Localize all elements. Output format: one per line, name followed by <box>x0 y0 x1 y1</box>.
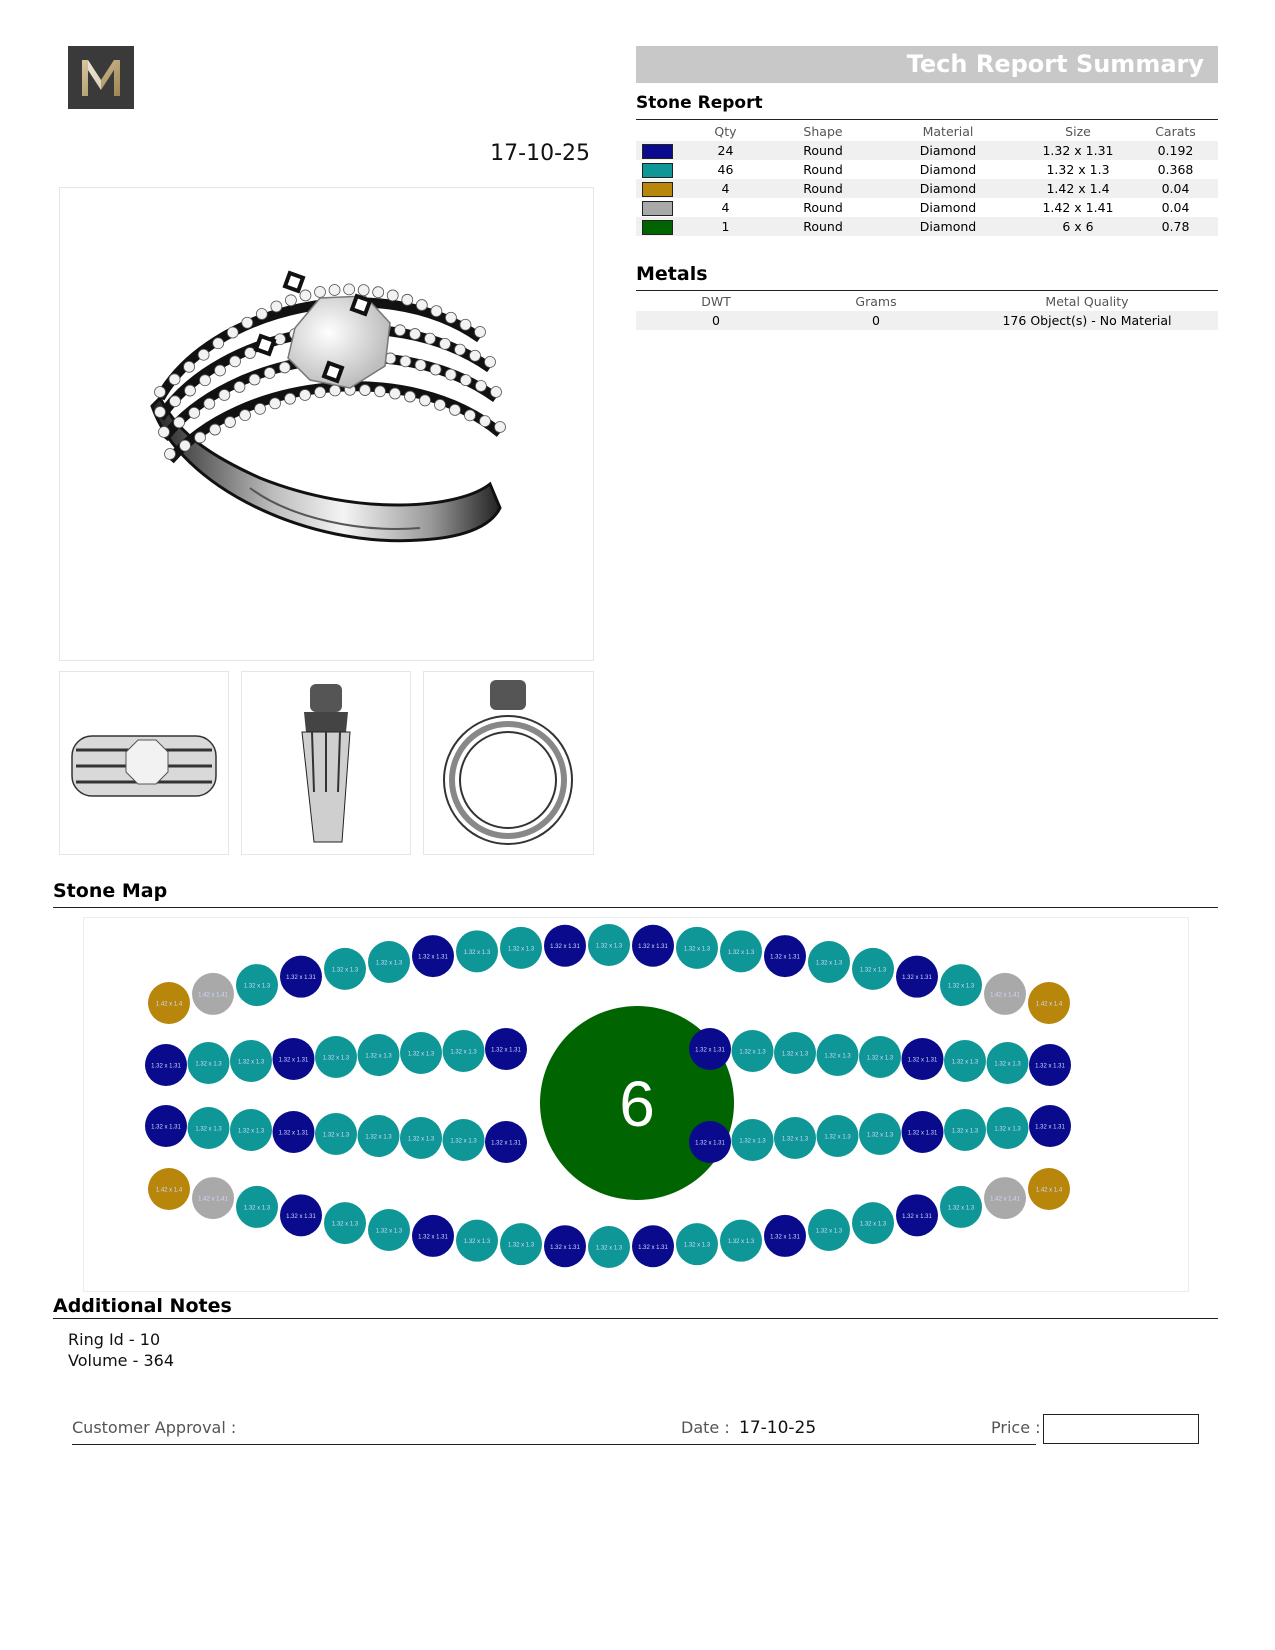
stone-report-title: Stone Report <box>636 93 763 113</box>
side-stone-label: 1.32 x 1.3 <box>237 1128 265 1135</box>
side-stone-label: 1.32 x 1.3 <box>727 949 755 956</box>
table-row <box>636 160 1218 179</box>
carats-cell: 0.78 <box>1133 217 1218 236</box>
signature-line <box>72 1444 1036 1445</box>
shape-cell: Round <box>803 200 843 215</box>
size-cell: 6 x 6 <box>1023 217 1133 236</box>
column-header-material: Material <box>922 124 974 139</box>
column-header-size: Size <box>1065 124 1091 139</box>
table-row <box>636 198 1218 217</box>
side-stone-label: 1.32 x 1.31 <box>638 1244 668 1251</box>
side-stone-label: 1.32 x 1.31 <box>286 975 316 982</box>
report-header-bar <box>636 46 1218 83</box>
side-stone-label: 1.32 x 1.31 <box>151 1063 181 1070</box>
side-stone-label: 1.32 x 1.3 <box>781 1136 809 1143</box>
side-stone-label: 1.32 x 1.31 <box>1035 1124 1065 1131</box>
divider <box>636 119 1218 120</box>
stone-report-table <box>636 122 1218 236</box>
side-stone-label: 1.32 x 1.31 <box>418 1234 448 1241</box>
side-stone-label: 1.32 x 1.3 <box>365 1053 392 1060</box>
side-stone-label: 1.32 x 1.3 <box>243 983 271 990</box>
additional-notes-title: Additional Notes <box>53 1295 232 1317</box>
carats-cell: 0.192 <box>1133 141 1218 160</box>
side-stone-label: 1.32 x 1.3 <box>781 1051 809 1058</box>
side-stone-label: 1.32 x 1.31 <box>550 944 580 951</box>
qty-cell: 1 <box>678 217 773 236</box>
divider <box>53 907 1218 908</box>
side-stone-label: 1.32 x 1.31 <box>286 1213 316 1220</box>
center-stone-label: 6 <box>619 1068 655 1140</box>
side-stone-label: 1.32 x 1.31 <box>278 1057 309 1064</box>
side-stone-label: 1.32 x 1.3 <box>375 960 403 967</box>
side-stone-label: 1.32 x 1.31 <box>695 1047 725 1054</box>
side-stone-label: 1.32 x 1.31 <box>491 1047 521 1054</box>
side-stone-label: 1.32 x 1.31 <box>278 1130 309 1137</box>
side-stone-label: 1.32 x 1.31 <box>550 1244 580 1251</box>
carats-cell: 0.04 <box>1161 200 1190 215</box>
side-stone-label: 1.42 x 1.41 <box>990 992 1020 999</box>
logo-mark-icon <box>68 46 134 109</box>
side-stone-label: 1.32 x 1.3 <box>375 1228 403 1235</box>
size-cell: 1.32 x 1.3 <box>1046 162 1110 177</box>
table-header-row <box>636 292 1218 311</box>
side-stone-label: 1.32 x 1.3 <box>859 1221 887 1228</box>
side-stone-label: 1.32 x 1.3 <box>866 1132 894 1139</box>
side-stone-label: 1.32 x 1.3 <box>815 1228 843 1235</box>
qty-cell: 46 <box>717 162 734 177</box>
side-stone-label: 1.32 x 1.3 <box>507 1242 535 1249</box>
divider <box>636 290 1218 291</box>
color-swatch <box>642 144 673 159</box>
side-stone-label: 1.32 x 1.31 <box>491 1140 521 1147</box>
side-stone-label: 1.32 x 1.31 <box>907 1130 938 1137</box>
side-stone-label: 1.32 x 1.3 <box>463 949 491 956</box>
side-stone-label: 1.42 x 1.4 <box>155 1187 183 1194</box>
side-stone-label: 1.32 x 1.3 <box>243 1205 271 1212</box>
side-stone-label: 1.32 x 1.31 <box>770 1234 800 1241</box>
carats-cell: 0.368 <box>1157 162 1194 177</box>
side-stone-label: 1.32 x 1.3 <box>365 1134 392 1141</box>
shape-cell: Round <box>773 141 873 160</box>
side-stone-label: 1.32 x 1.3 <box>195 1126 222 1133</box>
divider <box>53 1318 1218 1319</box>
side-stone-label: 1.32 x 1.3 <box>331 1221 359 1228</box>
table-row <box>636 141 1218 160</box>
side-stone-label: 1.42 x 1.41 <box>990 1196 1020 1203</box>
table-row <box>636 179 1218 198</box>
column-header-grams: Grams <box>855 294 897 309</box>
stone-map-title: Stone Map <box>53 880 168 902</box>
qty-cell: 4 <box>678 179 773 198</box>
shape-cell: Round <box>773 179 873 198</box>
side-stone-label: 1.32 x 1.3 <box>683 1242 711 1249</box>
qty-cell: 24 <box>678 141 773 160</box>
ring-front-view <box>423 671 594 855</box>
grams-cell: 0 <box>796 311 956 330</box>
color-swatch <box>642 201 673 216</box>
column-header-metal-quality: Metal Quality <box>1045 294 1129 309</box>
table-row <box>636 217 1218 236</box>
note-volume: Volume - 364 <box>68 1351 174 1370</box>
side-stone-label: 1.32 x 1.31 <box>695 1140 725 1147</box>
side-stone-label: 1.32 x 1.3 <box>407 1051 435 1058</box>
side-stone-label: 1.32 x 1.3 <box>331 967 359 974</box>
side-stone-label: 1.42 x 1.41 <box>198 992 228 999</box>
side-stone-label: 1.32 x 1.3 <box>951 1128 979 1135</box>
size-cell: 1.32 x 1.31 <box>1023 141 1133 160</box>
side-stone-label: 1.32 x 1.31 <box>638 944 668 951</box>
side-stone-label: 1.32 x 1.3 <box>507 946 535 953</box>
side-stone-label: 1.32 x 1.3 <box>407 1136 435 1143</box>
shape-cell: Round <box>803 162 843 177</box>
color-swatch <box>642 220 673 235</box>
company-logo <box>68 46 134 109</box>
side-stone-label: 1.42 x 1.4 <box>1035 1187 1063 1194</box>
metal-quality-cell: 176 Object(s) - No Material <box>956 311 1218 330</box>
side-stone-label: 1.42 x 1.4 <box>155 1001 183 1008</box>
material-cell: Diamond <box>873 141 1023 160</box>
side-stone-label: 1.32 x 1.3 <box>739 1138 766 1145</box>
size-cell: 1.42 x 1.41 <box>1042 200 1114 215</box>
side-stone-label: 1.32 x 1.3 <box>595 943 623 950</box>
side-stone-label: 1.42 x 1.4 <box>1035 1001 1063 1008</box>
side-stone-label: 1.32 x 1.3 <box>322 1132 350 1139</box>
column-header-qty: Qty <box>714 124 737 139</box>
side-stone-label: 1.32 x 1.31 <box>151 1124 181 1131</box>
metals-title: Metals <box>636 263 708 285</box>
ring-perspective-view <box>59 187 594 661</box>
qty-cell: 4 <box>721 200 730 215</box>
side-stone-label: 1.32 x 1.3 <box>595 1245 623 1252</box>
side-stone-label: 1.32 x 1.31 <box>1035 1063 1065 1070</box>
side-stone-label: 1.32 x 1.3 <box>994 1126 1021 1133</box>
note-ring-id: Ring Id - 10 <box>68 1330 161 1349</box>
side-stone-label: 1.32 x 1.3 <box>237 1059 265 1066</box>
column-header-dwt: DWT <box>701 294 731 309</box>
side-stone-label: 1.32 x 1.3 <box>824 1053 851 1060</box>
side-stone-label: 1.32 x 1.31 <box>907 1057 938 1064</box>
column-header-swatch <box>636 122 678 141</box>
side-stone-label: 1.32 x 1.3 <box>859 967 887 974</box>
side-stone-label: 1.32 x 1.3 <box>947 983 975 990</box>
ring-side-view <box>241 671 411 855</box>
price-label: Price : <box>991 1418 1041 1437</box>
side-stone-label: 1.32 x 1.3 <box>450 1049 477 1056</box>
column-header-shape: Shape <box>803 124 843 139</box>
customer-approval-label: Customer Approval : <box>72 1418 237 1437</box>
side-stone-label: 1.32 x 1.3 <box>824 1134 851 1141</box>
side-stone-label: 1.32 x 1.3 <box>739 1049 766 1056</box>
material-cell: Diamond <box>873 179 1023 198</box>
material-cell: Diamond <box>919 162 977 177</box>
side-stone-label: 1.32 x 1.3 <box>951 1059 979 1066</box>
stone-map-canvas <box>84 918 1188 1291</box>
side-stone-label: 1.32 x 1.3 <box>195 1061 222 1068</box>
carats-cell: 0.04 <box>1133 179 1218 198</box>
side-stone-label: 1.32 x 1.31 <box>770 954 800 961</box>
side-stone-label: 1.42 x 1.41 <box>198 1196 228 1203</box>
side-stone-label: 1.32 x 1.31 <box>418 954 448 961</box>
side-stone-label: 1.32 x 1.3 <box>727 1239 755 1246</box>
approval-date-value: 17-10-25 <box>739 1418 817 1438</box>
side-stone-label: 1.32 x 1.31 <box>902 975 932 982</box>
shape-cell: Round <box>773 217 873 236</box>
dwt-cell: 0 <box>636 311 796 330</box>
stone-map <box>83 917 1189 1292</box>
side-stone-label: 1.32 x 1.3 <box>994 1061 1021 1068</box>
report-title: Tech Report Summary <box>906 50 1204 78</box>
side-stone-label: 1.32 x 1.31 <box>902 1213 932 1220</box>
side-stone-label: 1.32 x 1.3 <box>866 1055 894 1062</box>
table-header-row <box>636 122 1218 141</box>
side-stone-label: 1.32 x 1.3 <box>463 1239 491 1246</box>
side-stone-label: 1.32 x 1.3 <box>683 946 711 953</box>
side-stone-label: 1.32 x 1.3 <box>815 960 843 967</box>
table-row <box>636 311 1218 330</box>
ring-top-view <box>59 671 229 855</box>
color-swatch <box>642 182 673 197</box>
material-cell: Diamond <box>873 217 1023 236</box>
approval-date-label: Date : <box>681 1418 730 1437</box>
price-field[interactable] <box>1043 1414 1199 1444</box>
column-header-carats: Carats <box>1155 124 1196 139</box>
size-cell: 1.42 x 1.4 <box>1023 179 1133 198</box>
report-date: 17-10-25 <box>490 141 590 166</box>
material-cell: Diamond <box>919 200 977 215</box>
metals-table <box>636 292 1218 330</box>
side-stone-label: 1.32 x 1.3 <box>947 1205 975 1212</box>
side-stone-label: 1.32 x 1.3 <box>450 1138 477 1145</box>
color-swatch <box>642 163 673 178</box>
side-stone-label: 1.32 x 1.3 <box>322 1055 350 1062</box>
